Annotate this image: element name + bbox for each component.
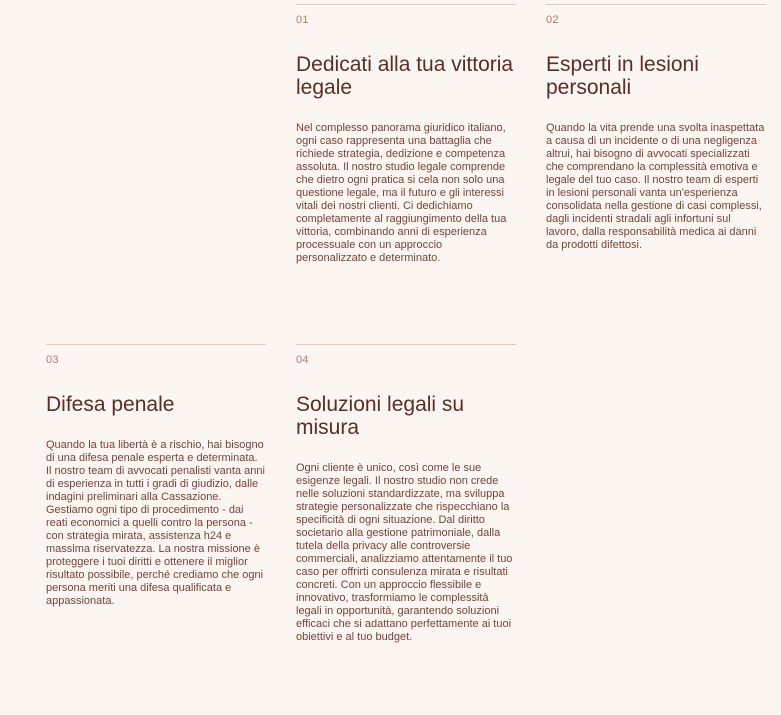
card-title: Dedicati alla tua vittoria legale [296, 53, 514, 99]
card-number: 04 [296, 354, 309, 366]
card-divider [296, 4, 516, 5]
card-divider [46, 344, 266, 345]
service-card-2 [546, 4, 766, 252]
card-text: Quando la tua libertà è a rischio, hai bisogno di una difesa penale esperta e determinata. Il nostro team di avvocati penalisti vanta anni di esperienza in tutti i gradi di giudizio, dalle indagini preliminari alla Cassazione. Gestiamo ogni tipo di procedimento - dai reati economici a quelli contro la persona - con strategia mirata, assistenza h24 e massima riservatezza. La nostra missione è proteggere i tuoi diritti e ottenere il miglior risultato possibile, perché crediamo che ogni persona meriti una difesa qualificata e appassionata. [46, 439, 265, 607]
card-text: Ogni cliente è unico, così come le sue esigenze legali. Il nostro studio non crede nelle soluzioni standardizzate, ma sviluppa strategie personalizzate che rispecchiano la specificità di ogni situazione. Dal diritto societario alla gestione patrimoniale, dalla tutela della privacy alle controversie commerciali, analizziamo attentamente il tuo caso per offrirti consulenza mirata e risultati concreti. Con un approccio flessibile e innovativo, trasformiamo le complessità legali in opportunità, garantendo soluzioni efficaci che si adattano perfettamente ai tuoi obiettivi e al tuo budget. [296, 462, 513, 643]
service-card-4 [296, 344, 516, 644]
card-text: Quando la vita prende una svolta inaspettata a causa di un incidente o di una negligenza altrui, hai bisogno di avvocati specializzati che comprendano la complessità emotiva e legale del tuo caso. Il nostro team di esperti in lesioni personali vanta un'esperienza consolidata nella gestione di casi complessi, dagli incidenti stradali agli infortuni sul lavoro, dalla responsabilità medica ai danni da prodotti difettosi. [546, 122, 765, 251]
service-card-3 [46, 344, 266, 608]
card-title: Soluzioni legali su misura [296, 393, 465, 439]
card-number: 01 [296, 14, 309, 26]
card-title: Esperti in lesioni personali [546, 53, 699, 99]
card-number: 02 [546, 14, 559, 26]
card-text: Nel complesso panorama giuridico italiano, ogni caso rappresenta una battaglia che richiede strategia, dedizione e competenza assoluta. Il nostro studio legale comprende che dietro ogni pratica si cela non solo una questione legale, ma il futuro e gli interessi vitali dei nostri clienti. Ci dedichiamo completamente al raggiungimento della tua vittoria, combinando anni di esperienza processuale con un approccio personalizzato e determinato. [296, 122, 507, 264]
card-number: 03 [46, 354, 59, 366]
card-title: Difesa penale [46, 393, 175, 416]
service-card-1 [296, 4, 516, 265]
card-divider [546, 4, 766, 5]
card-divider [296, 344, 516, 345]
